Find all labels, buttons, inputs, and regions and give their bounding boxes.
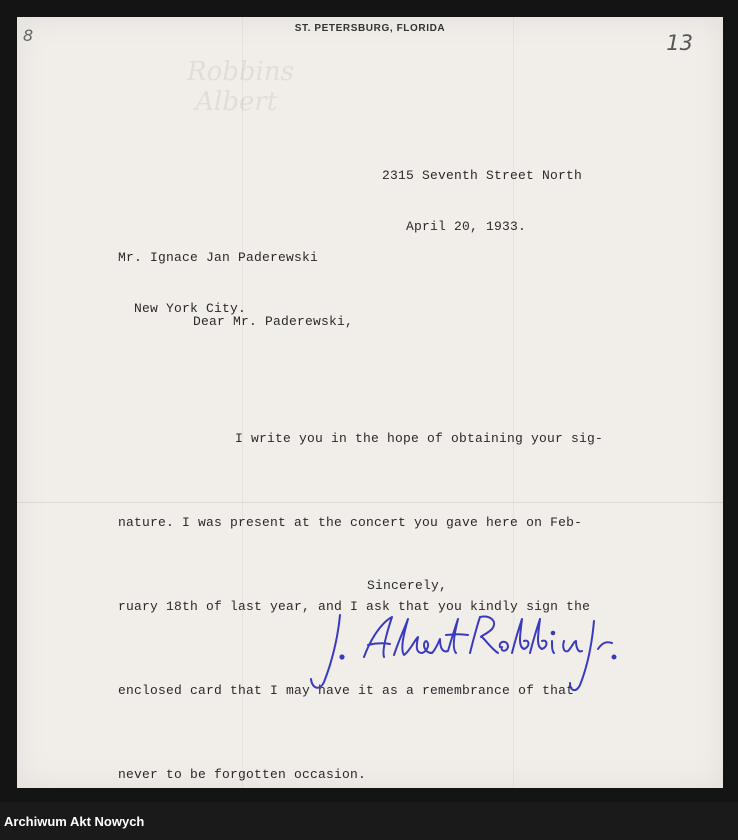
body-line: never to be forgotten occasion. xyxy=(118,767,367,782)
address-street: 2315 Seventh Street North xyxy=(382,168,583,183)
sender-address xyxy=(382,133,582,269)
handwritten-signature xyxy=(302,607,632,697)
letter-body xyxy=(118,369,603,788)
archive-number: 13 xyxy=(666,31,693,55)
letter-date: April 20, 1933. xyxy=(406,219,527,234)
recipient-city: New York City. xyxy=(134,301,247,316)
body-line: I write you in the hope of obtaining your sig- xyxy=(235,431,604,446)
closing: Sincerely, xyxy=(367,578,448,593)
bleed-through-ghost: Robbins Albert xyxy=(187,57,294,117)
archive-footer: Archiwum Akt Nowych xyxy=(4,814,145,829)
salutation: Dear Mr. Paderewski, xyxy=(193,314,354,329)
letterhead: ST. PETERSBURG, FLORIDA xyxy=(294,23,446,34)
body-line: ruary 18th of last year, and I ask that you kindly sign the xyxy=(118,599,591,614)
folio-mark: 8 xyxy=(23,26,34,45)
body-line: enclosed card that I may have it as a remembrance of that xyxy=(118,683,575,698)
recipient-name: Mr. Ignace Jan Paderewski xyxy=(118,250,319,265)
recipient-block xyxy=(118,215,318,351)
letter-page xyxy=(17,17,723,788)
body-line: nature. I was present at the concert you gave here on Feb- xyxy=(118,515,583,530)
